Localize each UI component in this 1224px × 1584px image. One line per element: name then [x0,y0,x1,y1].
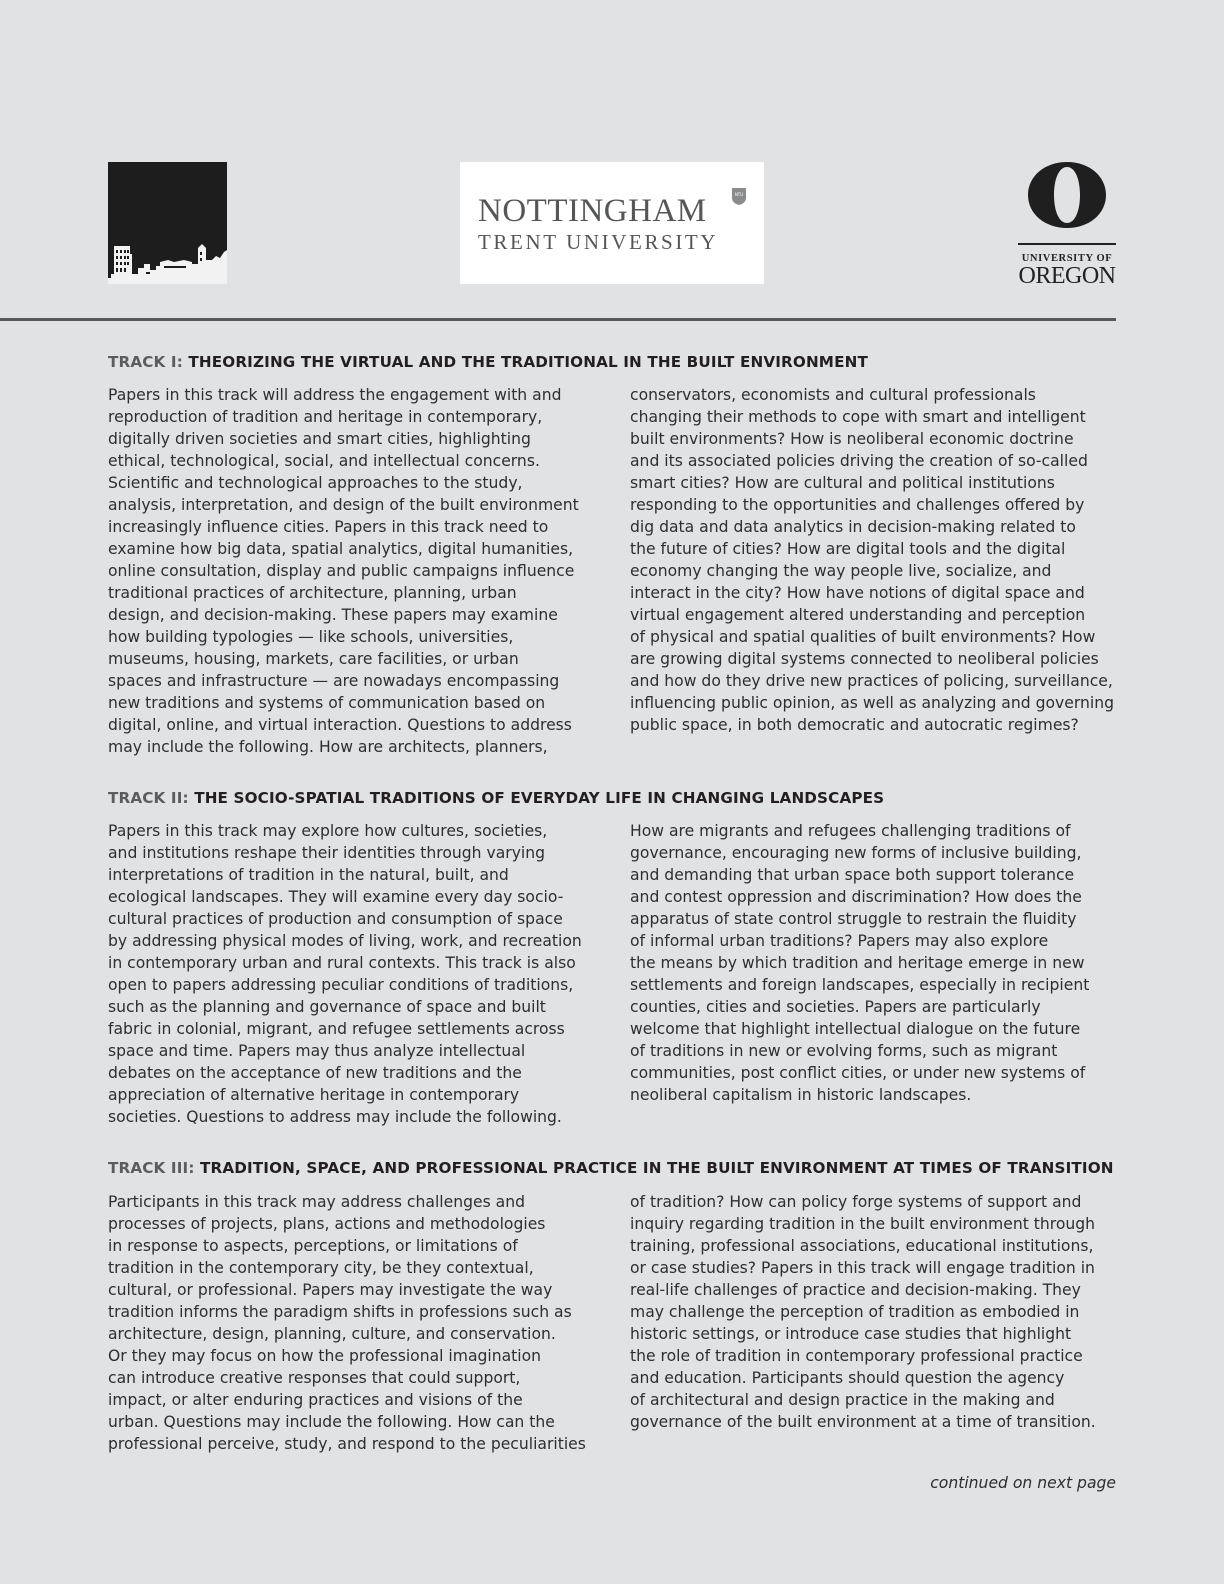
text-line: Participants in this track may address challenges and [108,1193,525,1211]
skyline-icon [108,234,227,284]
text-line: Or they may focus on how the professional imagination [108,1347,542,1365]
oregon-o-icon [1028,162,1106,228]
text-line: increasingly influence cities. Papers in this track need to [108,518,549,536]
text-line: tradition informs the paradigm shifts in professions such as [108,1303,572,1321]
track-3-title: TRADITION, SPACE, AND PROFESSIONAL PRACTICE IN THE BUILT ENVIRONMENT AT TIMES OF TRANSITION [199,1159,1114,1177]
text-line: impact, or alter enduring practices and visions of the [108,1391,523,1409]
text-line: such as the planning and governance of space and built [108,998,546,1016]
text-line: traditional practices of architecture, planning, urban [108,584,517,602]
university-of-oregon-logo [1018,162,1118,289]
text-line: debates on the acceptance of new traditions and the [108,1064,522,1082]
text-line: of informal urban traditions? Papers may also explore [630,932,1049,950]
text-line: cultural practices of production and consumption of space [108,910,563,928]
track-1-right-column [630,384,1130,736]
text-line: settlements and foreign landscapes, especially in recipient [630,976,1090,994]
text-line: and institutions reshape their identities through varying [108,844,546,862]
text-line: communities, post conflict cities, or under new systems of [630,1064,1086,1082]
continued-note: continued on next page [930,1474,1116,1492]
text-line: conservators, economists and cultural professionals [630,386,1036,404]
text-line: governance, encouraging new forms of inclusive building, [630,844,1082,862]
text-line: fabric in colonial, migrant, and refugee settlements across [108,1020,565,1038]
text-line: changing their methods to cope with smart and intelligent [630,408,1086,426]
text-line: or case studies? Papers in this track will engage tradition in [630,1259,1095,1277]
text-line: built environments? How is neoliberal economic doctrine [630,430,1074,448]
text-line: interact in the city? How have notions of digital space and [630,584,1085,602]
oregon-line1: UNIVERSITY OF [1021,253,1113,264]
text-line: the role of tradition in contemporary professional practice [630,1347,1083,1365]
text-line: can introduce creative responses that could support, [108,1369,521,1387]
text-line: in contemporary urban and rural contexts. This track is also [108,954,576,972]
nottingham-trent-logo [460,162,764,284]
track-3-left-column [108,1191,608,1455]
text-line: societies. Questions to address may include the following. [108,1108,562,1126]
text-line: Papers in this track may explore how cultures, societies, [108,822,548,840]
ntu-shield-icon [732,188,746,205]
track-3-right-column [630,1191,1130,1433]
text-line: urban. Questions may include the following. How can the [108,1413,555,1431]
text-line: and education. Participants should question the agency [630,1369,1065,1387]
text-line: public space, in both democratic and autocratic regimes? [630,716,1079,734]
text-line: influencing public opinion, as well as analyzing and governing [630,694,1114,712]
text-line: historic settings, or introduce case studies that highlight [630,1325,1072,1343]
text-line: and how do they drive new practices of policing, surveillance, [630,672,1113,690]
text-line: of traditions in new or evolving forms, such as migrant [630,1042,1058,1060]
text-line: examine how big data, spatial analytics, digital humanities, [108,540,574,558]
track-1-title: THEORIZING THE VIRTUAL AND THE TRADITIONAL IN THE BUILT ENVIRONMENT [188,353,868,371]
text-line: by addressing physical modes of living, work, and recreation [108,932,582,950]
text-line: tradition in the contemporary city, be they contextual, [108,1259,534,1277]
text-line: of architectural and design practice in the making and [630,1391,1055,1409]
text-line: neoliberal capitalism in historic landscapes. [630,1086,972,1104]
ntu-subtitle: TRENT UNIVERSITY [478,230,719,254]
text-line: cultural, or professional. Papers may investigate the way [108,1281,553,1299]
text-line: of physical and spatial qualities of built environments? How [630,628,1096,646]
text-line: counties, cities and societies. Papers are particularly [630,998,1041,1016]
ntu-name: NOTTINGHAM [478,193,707,229]
text-line: appreciation of alternative heritage in contemporary [108,1086,520,1104]
text-line: ethical, technological, social, and intellectual concerns. [108,452,540,470]
text-line: and demanding that urban space both support tolerance [630,866,1075,884]
text-line: analysis, interpretation, and design of the built environment [108,496,579,514]
text-line: economy changing the way people live, socialize, and [630,562,1052,580]
text-line: and contest oppression and discrimination? How does the [630,888,1082,906]
header-divider [0,318,1116,321]
text-line: real-life challenges of practice and decision-making. They [630,1281,1081,1299]
text-line: in response to aspects, perceptions, or limitations of [108,1237,518,1255]
text-line: processes of projects, plans, actions and methodologies [108,1215,546,1233]
text-line: the means by which tradition and heritage emerge in new [630,954,1085,972]
city-skyline-logo [108,162,227,284]
text-line: architecture, design, planning, culture, and conservation. [108,1325,556,1343]
text-line: training, professional associations, educational institutions, [630,1237,1094,1255]
track-3-label: TRACK III: [108,1159,195,1177]
track-3-heading [108,1161,1114,1176]
text-line: online consultation, display and public campaigns influence [108,562,575,580]
text-line: digitally driven societies and smart cities, highlighting [108,430,531,448]
text-line: may challenge the perception of tradition as embodied in [630,1303,1080,1321]
text-line: dig data and data analytics in decision-making related to [630,518,1076,536]
oregon-line2: OREGON [1018,263,1116,289]
oregon-rule [1018,243,1116,245]
text-line: professional perceive, study, and respond to the peculiarities [108,1435,586,1453]
text-line: and its associated policies driving the creation of so-called [630,452,1088,470]
text-line: smart cities? How are cultural and political institutions [630,474,1055,492]
text-line: Papers in this track will address the engagement with and [108,386,562,404]
track-2-right-column [630,820,1130,1106]
text-line: of tradition? How can policy forge systems of support and [630,1193,1082,1211]
text-line: responding to the opportunities and challenges offered by [630,496,1085,514]
text-line: spaces and infrastructure — are nowadays encompassing [108,672,560,690]
text-line: reproduction of tradition and heritage in contemporary, [108,408,543,426]
text-line: museums, housing, markets, care facilities, or urban [108,650,519,668]
text-line: open to papers addressing peculiar conditions of traditions, [108,976,574,994]
text-line: governance of the built environment at a time of transition. [630,1413,1096,1431]
track-2-left-column [108,820,608,1128]
text-line: ecological landscapes. They will examine every day socio- [108,888,564,906]
text-line: virtual engagement altered understanding and perception [630,606,1086,624]
svg-text:NTU: NTU [734,192,744,197]
text-line: inquiry regarding tradition in the built environment through [630,1215,1096,1233]
text-line: may include the following. How are architects, planners, [108,738,548,756]
text-line: How are migrants and refugees challenging traditions of [630,822,1071,840]
track-1-left-column [108,384,608,758]
text-line: new traditions and systems of communication based on [108,694,546,712]
text-line: design, and decision-making. These papers may examine [108,606,558,624]
text-line: are growing digital systems connected to neoliberal policies [630,650,1099,668]
text-line: interpretations of tradition in the natural, built, and [108,866,509,884]
track-1-label: TRACK I: [108,353,183,371]
text-line: digital, online, and virtual interaction. Questions to address [108,716,572,734]
text-line: space and time. Papers may thus analyze intellectual [108,1042,526,1060]
text-line: Scientific and technological approaches to the study, [108,474,523,492]
text-line: the future of cities? How are digital tools and the digital [630,540,1066,558]
text-line: welcome that highlight intellectual dialogue on the future [630,1020,1081,1038]
track-2-title: THE SOCIO-SPATIAL TRADITIONS OF EVERYDAY LIFE IN CHANGING LANDSCAPES [194,789,885,807]
track-1-heading [108,355,868,370]
text-line: apparatus of state control struggle to restrain the fluidity [630,910,1077,928]
track-2-label: TRACK II: [108,789,189,807]
text-line: how building typologies — like schools, universities, [108,628,514,646]
track-2-heading [108,791,884,806]
